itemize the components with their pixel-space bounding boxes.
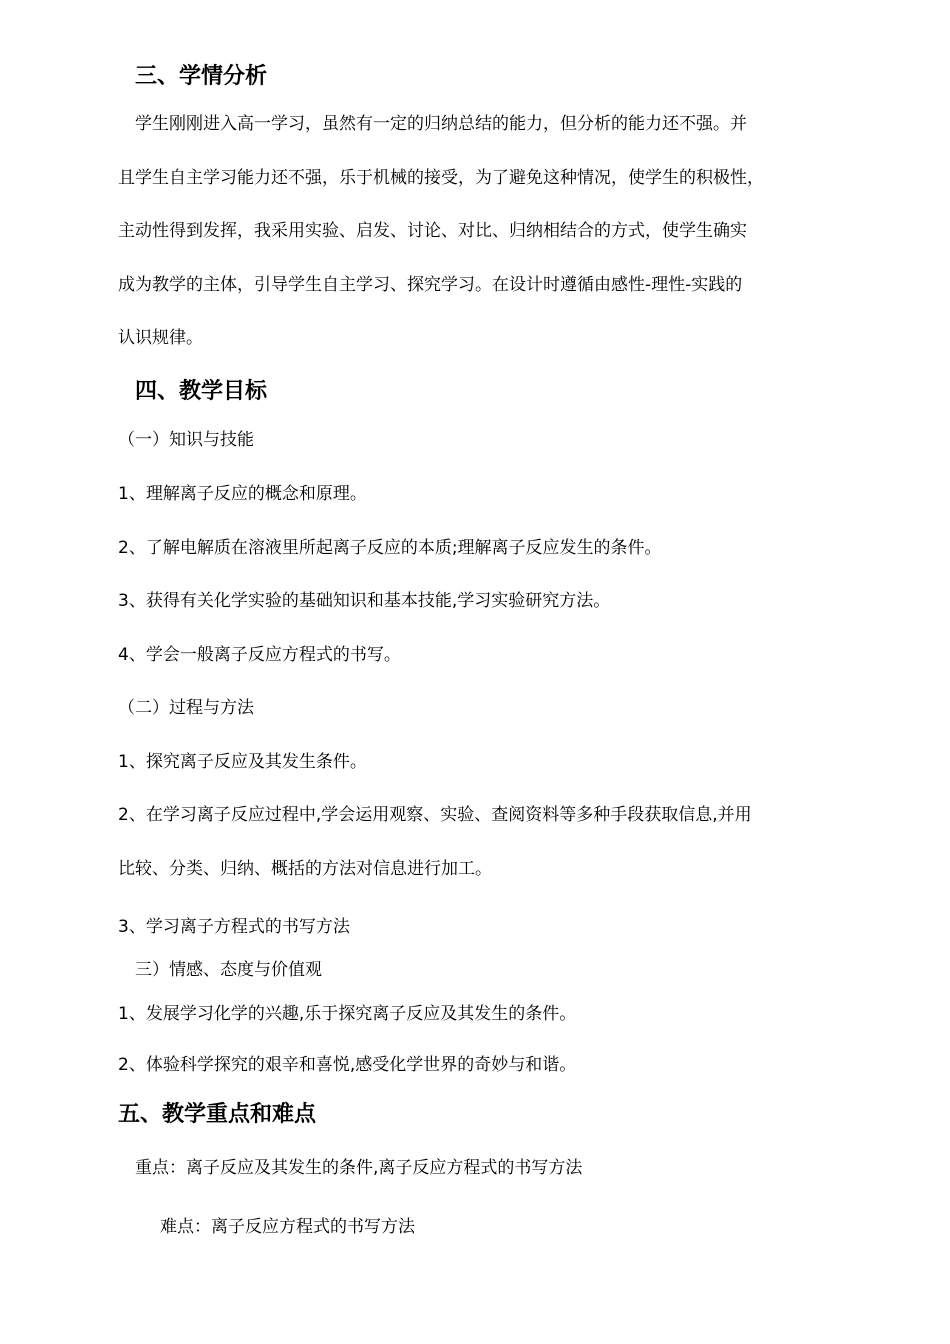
- key-point-text: 重点：离子反应及其发生的条件,离子反应方程式的书写方法: [135, 1158, 583, 1178]
- subsection-title-process: （二）过程与方法: [118, 698, 254, 718]
- subsection-title-emotion: 三）情感、态度与价值观: [135, 960, 322, 980]
- section-3-heading: 三、学情分析: [135, 64, 268, 89]
- list-item: 1、探究离子反应及其发生条件。: [118, 752, 367, 772]
- section-4-heading: 四、教学目标: [135, 379, 268, 404]
- list-item: 2、体验科学探究的艰辛和喜悦,感受化学世界的奇妙与和谐。: [118, 1055, 577, 1075]
- list-item: 2、在学习离子反应过程中,学会运用观察、实验、查阅资料等多种手段获取信息,并用: [118, 805, 752, 825]
- list-item: 1、发展学习化学的兴趣,乐于探究离子反应及其发生的条件。: [118, 1004, 577, 1024]
- paragraph-line: 认识规律。: [118, 328, 203, 348]
- paragraph-line: 且学生自主学习能力还不强，乐于机械的接受，为了避免这种情况，使学生的积极性，: [118, 168, 764, 188]
- list-item: 比较、分类、归纳、概括的方法对信息进行加工。: [118, 859, 492, 879]
- list-item: 2、了解电解质在溶液里所起离子反应的本质;理解离子反应发生的条件。: [118, 538, 662, 558]
- list-item: 4、学会一般离子反应方程式的书写。: [118, 645, 401, 665]
- list-item: 3、获得有关化学实验的基础知识和基本技能,学习实验研究方法。: [118, 591, 611, 611]
- list-item: 1、理解离子反应的概念和原理。: [118, 484, 367, 504]
- difficulty-text: 难点：离子反应方程式的书写方法: [160, 1217, 415, 1237]
- paragraph-line: 主动性得到发挥，我采用实验、启发、讨论、对比、归纳相结合的方式，使学生确实: [118, 221, 747, 241]
- subsection-title-knowledge: （一）知识与技能: [118, 430, 254, 450]
- paragraph-line: 学生刚刚进入高一学习，虽然有一定的归纳总结的能力，但分析的能力还不强。并: [135, 114, 747, 134]
- paragraph-line: 成为教学的主体，引导学生自主学习、探究学习。在设计时遵循由感性-理性-实践的: [118, 275, 743, 295]
- section-5-heading: 五、教学重点和难点: [118, 1102, 317, 1127]
- list-item: 3、学习离子方程式的书写方法: [118, 917, 350, 937]
